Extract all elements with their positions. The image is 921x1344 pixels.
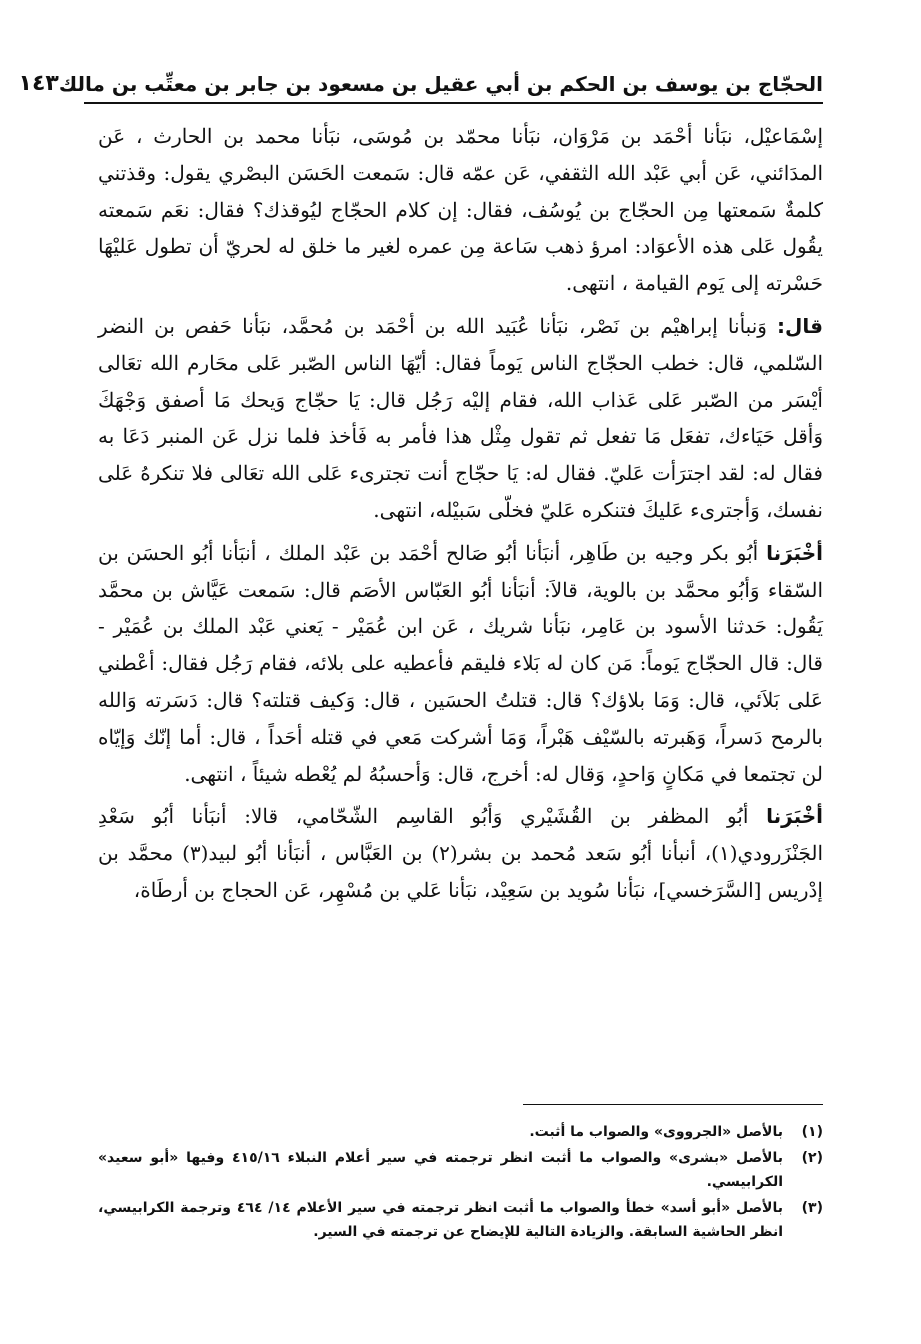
footnote-divider [523, 1104, 823, 1105]
paragraph [98, 535, 823, 793]
paragraph-lead: أخْبَرَنا [766, 804, 824, 829]
main-text [98, 118, 823, 915]
paragraph [98, 308, 823, 529]
page-header [18, 58, 823, 104]
page-number: ١٤٣ [18, 71, 59, 96]
footnote-text: بالأصل «الجرووى» والصواب ما أثبت. [529, 1124, 783, 1140]
paragraph-lead: أخْبَرَنا [766, 540, 823, 565]
footnote [98, 1120, 823, 1144]
paragraph-text: أبُو بكر وجيه بن طَاهِر، أنبَأنا أبُو صَالح أحْمَد بن عَبْد الملك ، أنبَأنا أبُو الحسَن بن السّقاء وَأبُو محمَّد بن بالوية، قالاَ: أنبَأنا أبُو العَبّاس الأصَم قال: سَمعت عَيَّاش بن محمَّد يَقُول: حَدثنا الأسود بن عَامِر، نبَأنا شريك ، عَن ابن عُمَيْر - يَعني عَبْد الملك بن عُمَيْر - قال: قال الحجّاج يَوماً: مَن كان له بَلاء فليقم فأعطيه على بلائه، فقام رَجُل فقال: أعْطني عَلى بَلاَئي، قال: وَمَا بلاؤك؟ قال: قتلتُ الحسَين ، قال: وَكيف قتلته؟ قال: دَسَرته وَالله بالرمح دَسراً، وَهَبرته بالسّيْف هَبْراً، وَمَا أشركت مَعي في قتله أحَداً ، قال: أما إنّك وَإيّاه لن تجتمعا في مَكانٍ وَاحدٍ، وَقال له: أخرج، قال: وَأحسبُهُ لم يُعْطه شيئاً ، انتهى. [98, 540, 823, 786]
footnote-text: بالأصل «أبو أسد» خطأ والصواب ما أثبت انظر ترجمته في سير الأعلام ١٤/ ٤٦٤ وترجمة الكرابيسي، انظر الحاشية السابقة. والزيادة التالية للإيضاح عن ترجمته في السير. [98, 1200, 783, 1240]
paragraph [98, 118, 823, 302]
paragraph-text: أبُو المظفر بن القُشَيْري وَأبُو القاسِم الشّحّامي، قالا: أنبَأنا أبُو سَعْدِ الجَنْزَرودي(١)، أنبأنا أبُو سَعد مُحمد بن بشر(٢) بن العَبَّاس ، أنبَأنا أبُو لبيد(٣) محمَّد بن إدْريس [السَّرَخسي]، نبَأنا سُويد بن سَعِيْد، نبَأنا عَلي بن مُسْهِر، عَن الحجاج بن أرطَاة، [98, 804, 823, 902]
footnote-number: (١) [801, 1124, 823, 1140]
footnotes [98, 1120, 823, 1246]
footnote-number: (٣) [801, 1200, 823, 1216]
footnote [98, 1146, 823, 1194]
footnote [98, 1196, 823, 1244]
paragraph [98, 798, 823, 908]
running-title: الحجّاج بن يوسف بن الحكم بن أبي عقيل بن مسعود بن جابر بن معتِّب بن مالك [58, 72, 823, 96]
footnote-number: (٢) [801, 1150, 823, 1166]
paragraph-lead: قال: [777, 313, 824, 338]
paragraph-text: وَنبأنا إبراهيْم بن نَصْر، نبَأنا عُبَيد الله بن أحْمَد بن مُحمَّد، نبَأنا حَفص بن النضر السّلمي، قال: خطب الحجّاج الناس يَوماً فقال: أيّهَا الناس الصّبر عَلى محَارم الله تعَالى أيْسَر من الصّبر عَلى عَذاب الله، فقام إليْه رَجُل قال: يَا حجّاج وَيحك مَا أصفق وَجْهَكَ وَأقل حَيَاءك، تفعَل مَا تفعل ثم تقول مِثْل هذا فأمر به فَأخذ فلما نزل عَن المنبر دَعَا به فقال له: لقد اجترَأت عَليّ. فقال له: يَا حجّاج أنت تجترىء عَلى الله تعَالى فلا تنكرهُ عَلى نفسك، وَأجترىء عَليكَ فتنكره عَليّ فخلّى سَبيْله، انتهى. [98, 313, 823, 522]
footnote-text: بالأصل «بشرى» والصواب ما أثبت انظر ترجمته في سير أعلام النبلاء ٤١٥/١٦ وفيها «أبو سعيد» الكرابيسي. [98, 1150, 783, 1190]
paragraph-text: إسْمَاعيْل، نبَأنا أحْمَد بن مَرْوَان، نبَأنا محمّد بن مُوسَى، نبَأنا محمد بن الحارث ، عَن المدَائني، عَن أبي عَبْد الله الثقفي، عَن عمّه قال: سَمعت الحَسَن البصْري يقول: وقذتني كلمةٌ سَمعتها مِن الحجّاج بن يُوسُف، فقال: إن كلام الحجّاج ليُوقذك؟ فقال: نعَم سَمعته يقُول عَلى هذه الأعوَاد: امرؤ ذهب سَاعة مِن عمره لغير ما خلق له لحريّ أن تطول عَليْهَا حَسْرته إلى يَوم القيامة ، انتهى. [98, 124, 824, 296]
